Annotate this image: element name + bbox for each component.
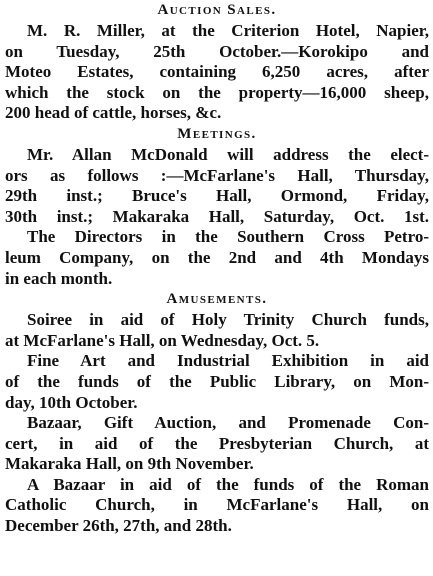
text-line: 30th inst.; Makaraka Hall, Saturday, Oct. 1st. [5, 206, 429, 226]
amusement-notice-bazaar-presbyterian [5, 413, 429, 475]
section-heading-auction-sales: Auction Sales. [157, 2, 277, 18]
amusement-notice-exhibition [5, 351, 429, 413]
text-line: at McFarlane's Hall, on Wednesday, Oct. 5. [5, 330, 320, 350]
meeting-notice-mcdonald [5, 145, 429, 227]
text-line: Makaraka Hall, on 9th November. [5, 454, 254, 474]
text-line: day, 10th October. [5, 392, 138, 412]
amusement-notice-bazaar-catholic [5, 475, 429, 537]
text-line: Fine Art and Industrial Exhibition in aid [27, 351, 429, 371]
auction-notice-miller [5, 21, 429, 124]
text-line: The Directors in the Southern Cross Petro- [27, 227, 429, 247]
text-line: M. R. Miller, at the Criterion Hotel, Napier, [27, 21, 429, 40]
text-line: Mr. Allan McDonald will address the elect- [27, 144, 429, 164]
text-line: 29th inst.; Bruce's Hall, Ormond, Friday, [5, 186, 429, 206]
section-heading-meetings: Meetings. [177, 125, 257, 142]
section-heading-amusements: Amusements. [166, 291, 268, 308]
text-line: 200 head of cattle, horses, &c. [5, 103, 222, 123]
text-line: Bazaar, Gift Auction, and Promenade Con- [27, 413, 429, 433]
text-line: December 26th, 27th, and 28th. [5, 516, 232, 536]
text-line: cert, in aid of the Presbyterian Church, at [5, 433, 429, 453]
text-line: which the stock on the property—16,000 sheep, [5, 82, 429, 102]
text-line: on Tuesday, 25th October.—Korokipo and [5, 41, 429, 61]
text-line: ors as follows :—McFarlane's Hall, Thursday, [5, 165, 429, 185]
text-line: leum Company, on the 2nd and 4th Mondays [5, 247, 429, 267]
text-line: A Bazaar in aid of the funds of the Roman [27, 474, 429, 494]
text-line: Catholic Church, in McFarlane's Hall, on [5, 495, 429, 515]
text-line: Soiree in aid of Holy Trinity Church funds, [27, 310, 429, 330]
amusement-notice-soiree [5, 310, 429, 351]
text-line: Moteo Estates, containing 6,250 acres, after [5, 62, 429, 82]
text-line: in each month. [5, 268, 113, 288]
meeting-notice-petroleum [5, 227, 429, 289]
text-line: of the funds of the Public Library, on Mon- [5, 371, 429, 391]
